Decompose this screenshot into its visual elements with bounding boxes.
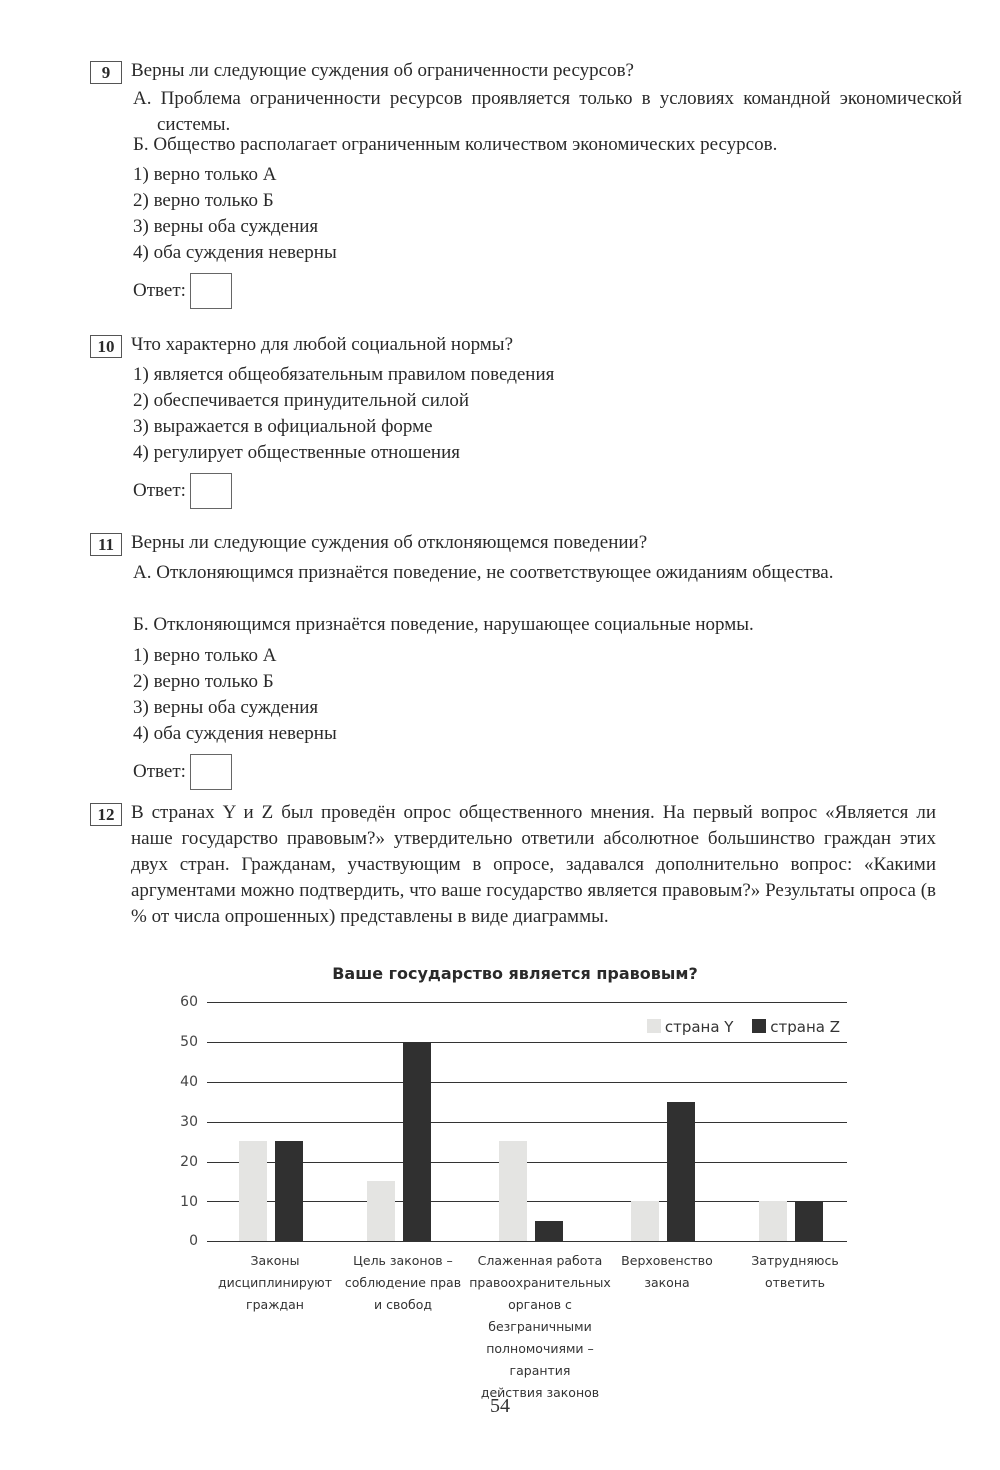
- option-1: 1) верно только А: [133, 645, 277, 666]
- category-line: и свобод: [374, 1297, 432, 1312]
- y-tick: 30: [180, 1114, 198, 1130]
- category-line: Затрудняюсь: [751, 1253, 839, 1268]
- category-line: действия законов: [480, 1385, 600, 1400]
- legend-label: страна Z: [770, 1018, 840, 1036]
- legend-swatch: [752, 1019, 766, 1033]
- task-question: Верны ли следующие суждения об ограниченности ресурсов?: [131, 60, 634, 81]
- category-line: закона: [644, 1275, 690, 1290]
- answer-label: Ответ:: [133, 480, 186, 501]
- option-4: 4) оба суждения неверны: [133, 723, 337, 744]
- task-number: 9: [90, 61, 122, 84]
- legend-item-z: [752, 1018, 840, 1036]
- category-label: [210, 1250, 340, 1316]
- x-axis: [207, 1241, 847, 1242]
- gridline: [207, 1122, 847, 1123]
- legend-label: страна Y: [664, 1018, 734, 1036]
- task-question: Что характерно для любой социальной нормы?: [131, 334, 514, 355]
- y-tick: 40: [180, 1074, 198, 1090]
- category-line: граждан: [246, 1297, 304, 1312]
- option-3: 3) выражается в официальной форме: [133, 416, 433, 437]
- category-line: Законы: [250, 1253, 300, 1268]
- legend-swatch: [647, 1019, 661, 1033]
- answer-box[interactable]: [190, 473, 232, 509]
- gridline: [207, 1201, 847, 1202]
- category-line: полномочиями – гарантия: [486, 1341, 594, 1378]
- gridline: [207, 1162, 847, 1163]
- category-line: правоохранительных: [469, 1275, 611, 1290]
- page-number: 54: [490, 1395, 510, 1417]
- bar-country-y: [499, 1141, 527, 1241]
- bar-country-z: [667, 1102, 695, 1241]
- category-line: Верховенство: [621, 1253, 713, 1268]
- y-tick: 0: [189, 1233, 198, 1249]
- option-1: 1) верно только А: [133, 164, 277, 185]
- category-line: органов с безграничными: [488, 1297, 592, 1334]
- y-tick: 20: [180, 1154, 198, 1170]
- category-label: [455, 1250, 625, 1404]
- category-line: соблюдение прав: [344, 1275, 462, 1290]
- option-3: 3) верны оба суждения: [133, 216, 319, 237]
- statement-a: А. Отклоняющимся признаётся поведение, не соответствующее ожиданиям общества.: [133, 562, 834, 583]
- answer-box[interactable]: [190, 273, 232, 309]
- bar-country-z: [535, 1221, 563, 1241]
- task-question: Верны ли следующие суждения об отклоняющемся поведении?: [131, 532, 648, 553]
- option-1: 1) является общеобязательным правилом поведения: [133, 364, 555, 385]
- task-text: В странах Y и Z был проведён опрос общественного мнения. На первый вопрос «Является ли наше государство правовым?» утвердительно ответили абсолютное большинство граждан этих двух стран. Гражданам, участвующим в опросе, задавался дополнительно вопрос: «Какими аргументами можно подтвердить, что ваше государство является правовым?» Результаты опроса (в % от числа опрошенных) представлены в виде диаграммы.: [131, 802, 936, 927]
- chart-title: Ваше государство является правовым?: [332, 964, 698, 983]
- option-4: 4) регулирует общественные отношения: [133, 442, 460, 463]
- option-2: 2) верно только Б: [133, 190, 274, 211]
- legend-item-y: [647, 1018, 734, 1036]
- chart-legend: [633, 1018, 840, 1036]
- option-2: 2) верно только Б: [133, 671, 274, 692]
- statement-a: А. Проблема ограниченности ресурсов проявляется только в условиях командной экономической системы.: [133, 88, 962, 135]
- option-4: 4) оба суждения неверны: [133, 242, 337, 263]
- option-3: 3) верны оба суждения: [133, 697, 319, 718]
- category-label: [602, 1250, 732, 1294]
- answer-row: [133, 473, 232, 509]
- bar-country-z: [275, 1141, 303, 1241]
- bar-chart: [170, 960, 860, 1400]
- bar-country-y: [759, 1201, 787, 1241]
- gridline: [207, 1082, 847, 1083]
- bar-country-y: [367, 1181, 395, 1241]
- category-line: Цель законов –: [353, 1253, 453, 1268]
- y-tick: 10: [180, 1194, 198, 1210]
- bar-country-y: [239, 1141, 267, 1241]
- statement-b: Б. Отклоняющимся признаётся поведение, нарушающее социальные нормы.: [133, 614, 754, 635]
- category-label: [338, 1250, 468, 1316]
- y-tick: 50: [180, 1034, 198, 1050]
- answer-box[interactable]: [190, 754, 232, 790]
- bar-country-z: [403, 1042, 431, 1241]
- answer-label: Ответ:: [133, 280, 186, 301]
- category-line: дисциплинируют: [218, 1275, 332, 1290]
- gridline: [207, 1002, 847, 1003]
- answer-row: [133, 273, 232, 309]
- category-line: ответить: [764, 1275, 826, 1290]
- task-number: 12: [90, 803, 122, 826]
- task-number: 10: [90, 335, 122, 358]
- bar-country-z: [795, 1201, 823, 1241]
- category-label: [730, 1250, 860, 1294]
- answer-label: Ответ:: [133, 761, 186, 782]
- category-line: Слаженная работа: [477, 1253, 603, 1268]
- bar-country-y: [631, 1201, 659, 1241]
- statement-b: Б. Общество располагает ограниченным количеством экономических ресурсов.: [133, 134, 778, 155]
- y-tick: 60: [180, 994, 198, 1010]
- answer-row: [133, 754, 232, 790]
- option-2: 2) обеспечивается принудительной силой: [133, 390, 470, 411]
- task-number: 11: [90, 533, 122, 556]
- gridline: [207, 1042, 847, 1043]
